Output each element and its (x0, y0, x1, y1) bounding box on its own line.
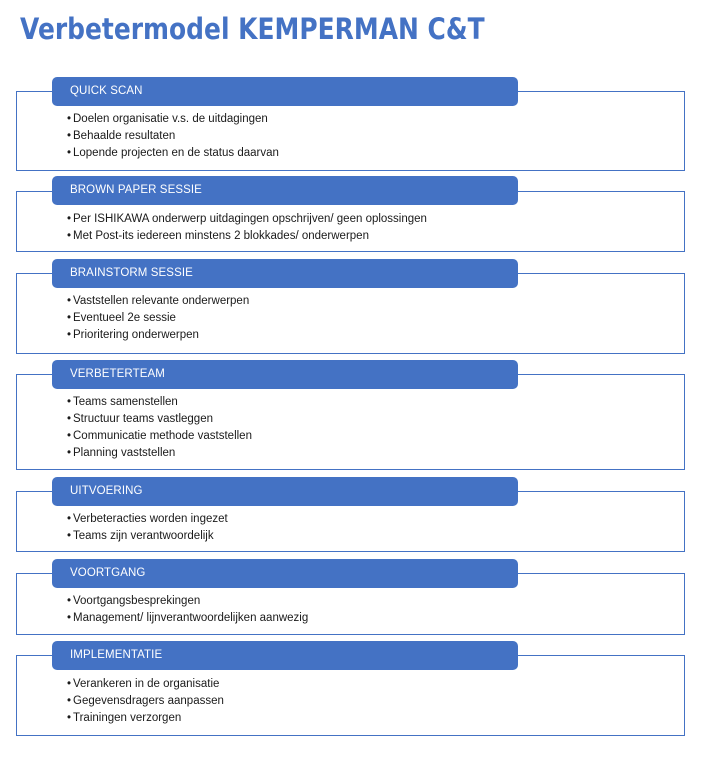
step-header: VOORTGANG (52, 559, 518, 588)
bullet-icon: • (67, 396, 72, 408)
bullet-icon: • (67, 295, 72, 307)
list-item: • Doelen organisatie v.s. de uitdagingen (67, 111, 279, 128)
list-item: • Per ISHIKAWA onderwerp uitdagingen opschrijven/ geen oplossingen (67, 211, 427, 228)
list-item: • Verbeteracties worden ingezet (67, 511, 228, 528)
step-header: VERBETERTEAM (52, 360, 518, 389)
bullet-icon: • (67, 513, 72, 525)
bullet-icon: • (67, 147, 72, 159)
bullet-icon: • (67, 595, 72, 607)
step-header: BROWN PAPER SESSIE (52, 176, 518, 205)
step-header: QUICK SCAN (52, 77, 518, 106)
step-items (67, 211, 427, 245)
bullet-icon: • (67, 447, 72, 459)
list-item: • Structuur teams vastleggen (67, 411, 252, 428)
bullet-icon: • (67, 430, 72, 442)
page-title: Verbetermodel KEMPERMAN C&T (20, 12, 485, 46)
step-items (67, 593, 308, 627)
list-item: • Teams samenstellen (67, 394, 252, 411)
step-items (67, 293, 249, 344)
step-items (67, 676, 224, 727)
bullet-icon: • (67, 530, 72, 542)
step-items (67, 511, 228, 545)
list-item: • Communicatie methode vaststellen (67, 428, 252, 445)
list-item: • Verankeren in de organisatie (67, 676, 224, 693)
step-header: BRAINSTORM SESSIE (52, 259, 518, 288)
step-header: UITVOERING (52, 477, 518, 506)
bullet-icon: • (67, 130, 72, 142)
list-item: • Trainingen verzorgen (67, 710, 224, 727)
bullet-icon: • (67, 413, 72, 425)
bullet-icon: • (67, 712, 72, 724)
step-items (67, 394, 252, 462)
bullet-icon: • (67, 312, 72, 324)
bullet-icon: • (67, 213, 72, 225)
bullet-icon: • (67, 695, 72, 707)
bullet-icon: • (67, 230, 72, 242)
step-header: IMPLEMENTATIE (52, 641, 518, 670)
bullet-icon: • (67, 113, 72, 125)
list-item: • Eventueel 2e sessie (67, 310, 249, 327)
list-item: • Gegevensdragers aanpassen (67, 693, 224, 710)
list-item: • Behaalde resultaten (67, 128, 279, 145)
list-item: • Met Post-its iedereen minstens 2 blokkades/ onderwerpen (67, 228, 427, 245)
list-item: • Management/ lijnverantwoordelijken aanwezig (67, 610, 308, 627)
list-item: • Lopende projecten en de status daarvan (67, 145, 279, 162)
list-item: • Vaststellen relevante onderwerpen (67, 293, 249, 310)
list-item: • Voortgangsbesprekingen (67, 593, 308, 610)
bullet-icon: • (67, 329, 72, 341)
bullet-icon: • (67, 612, 72, 624)
list-item: • Teams zijn verantwoordelijk (67, 528, 228, 545)
step-items (67, 111, 279, 162)
list-item: • Prioritering onderwerpen (67, 327, 249, 344)
bullet-icon: • (67, 678, 72, 690)
list-item: • Planning vaststellen (67, 445, 252, 462)
